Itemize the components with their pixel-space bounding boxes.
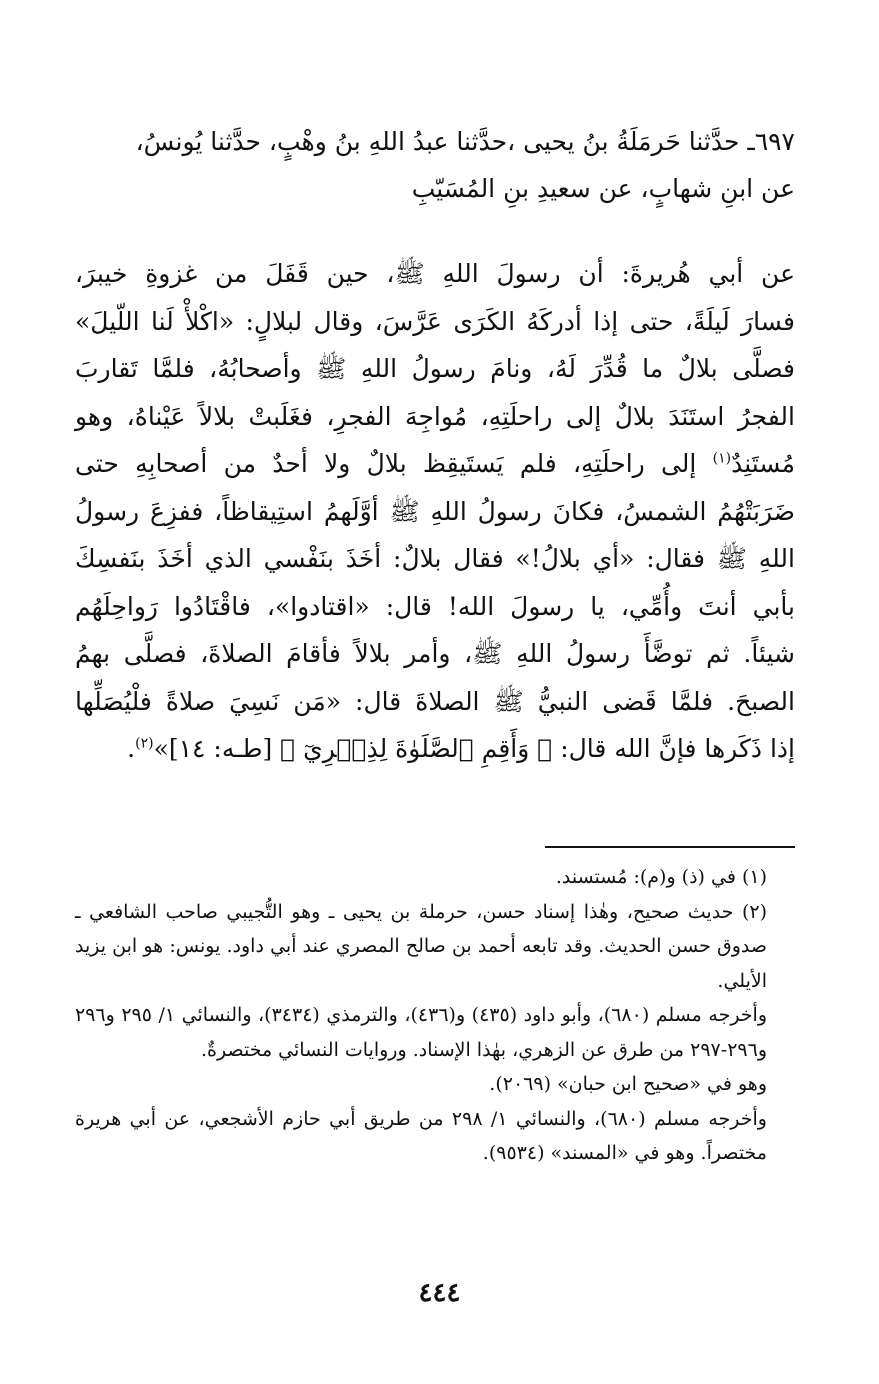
isnad-line: عن ابنِ شهابٍ، عن سعيدِ بنِ المُسَيّبِ (411, 174, 795, 203)
matn-line: الصبحَ. فلمَّا قَضى النبيُّ ﷺ الصلاةَ قال: «مَن نَسِيَ صلاةً فلْيُصَلِّها (75, 686, 795, 716)
footnote: وهو في «صحيح ابن حبان» (٢٠٦٩). (489, 1073, 767, 1095)
hadith-matn (75, 250, 795, 773)
matn-line: عن أبي هُريرةَ: أن رسولَ اللهِ ﷺ، حين قَفَلَ من غزوةِ خيبرَ، (75, 259, 795, 288)
footnote: وأخرجه مسلم (٦٨٠)، وأبو داود (٤٣٥) و(٤٣٦)، والترمذي (٣٤٣٤)، والنسائي ١/ ٢٩٥ و٢٩٦ و٢٩٦-٢٩٧ من طرق عن الزهري، بهٰذا الإسناد. وروايات النسائي مختصرةٌ. (75, 1004, 767, 1061)
page-number: ٤٤٤ (418, 1278, 461, 1308)
hadith-isnad (75, 118, 795, 212)
isnad-line: ٦٩٧ـ حدَّثنا حَرمَلَةُ بنُ يحيى ،حدَّثنا عبدُ اللهِ بنُ وهْبٍ، حدَّثنا يُونسُ، (135, 127, 795, 156)
matn-fragment: إلى راحلَتِهِ، فلم يَستَيقِظ بلالٌ ولا أحدٌ من أصحابِهِ حتى (75, 449, 697, 478)
matn-fragment: مُستَنِدٌ (731, 449, 795, 478)
matn-line: اللهِ ﷺ فقال: «أي بلالُ!» فقال بلالٌ: أخَذَ بنَفْسي الذي أخَذَ بنَفسِكَ (75, 544, 795, 573)
matn-line: الفجرُ استَنَدَ بلالٌ إلى راحلَتِهِ، مُواجِهَ الفجرِ، فغَلَبتْ بلالاً عَيْناهُ، وهو (75, 401, 795, 431)
footnote-divider (545, 846, 795, 848)
matn-line (75, 440, 795, 488)
footnote: (١) في (ذ) و(م): مُستسند. (555, 866, 767, 888)
hadith-page (75, 118, 795, 1164)
footnote: وأخرجه مسلم (٦٨٠)، والنسائي ١/ ٢٩٨ من طريق أبي حازم الأشجعي، عن أبي هريرة مختصراً. وهو في «المسند» (٩٥٣٤). (75, 1107, 767, 1164)
matn-line: ضَرَبَتْهُمُ الشمسُ، فكانَ رسولُ اللهِ ﷺ أوَّلَهمُ استِيقاظاً، ففزِعَ رسولُ (75, 496, 795, 526)
footnote-ref-1: (١) (712, 450, 732, 467)
matn-line: بأبي أنتَ وأُمِّي، يا رسولَ الله! قال: «اقتادوا»، فاقْتَادُوا رَواحِلَهُم (75, 591, 795, 621)
footnotes (75, 860, 795, 1171)
matn-line (75, 725, 795, 773)
footnote-ref-2: (٢) (135, 735, 154, 752)
matn-line: شيئاً. ثم توضَّأَ رسولُ اللهِ ﷺ، وأمر بلالاً فأقامَ الصلاةَ، فصلَّى بهمُ (75, 639, 795, 668)
matn-fragment: إذا ذَكَرها فإنَّ الله قال: ﴿ وَأَقِمِ ٱلصَّلَوٰةَ لِذِكۡرِيٓ ﴾ [طـه: ١٤]» (153, 734, 795, 763)
matn-fragment: . (127, 734, 136, 763)
footnote: (٢) حديث صحيح، وهٰذا إسناد حسن، حرملة بن يحيى ـ وهو التُّجيبي صاحب الشافعي ـ صدوق حسن الحديث. وقد تابعه أحمد بن صالح المصري عند أبي داود. يونس: هو ابن يزيد الأيلي. (75, 900, 767, 992)
matn-line: فصلَّى بلالٌ ما قُدِّرَ لَهُ، ونامَ رسولُ اللهِ ﷺ وأصحابُهُ، فلمَّا تَقاربَ (75, 354, 795, 383)
matn-line: فسارَ لَيلَةً، حتى إذا أدركَهُ الكَرَى عَرَّسَ، وقال لبلالٍ: «اكْلأْ لَنا اللّيلَ» (75, 306, 795, 336)
